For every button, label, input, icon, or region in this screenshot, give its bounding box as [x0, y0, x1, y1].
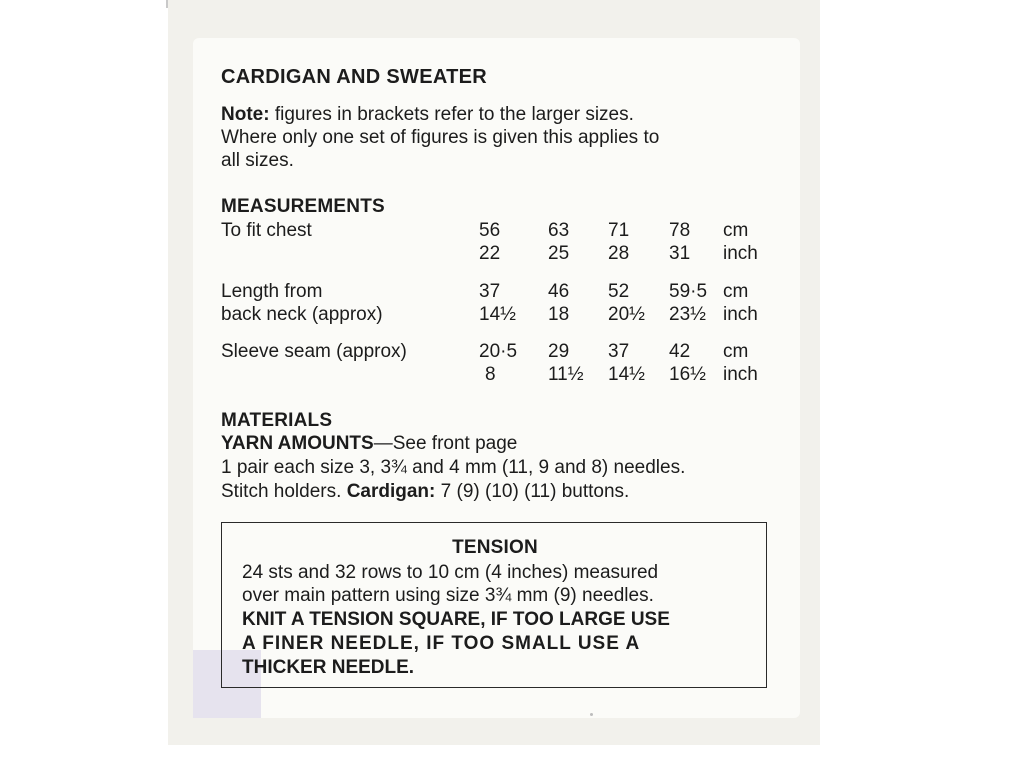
- page-title: CARDIGAN AND SWEATER: [221, 66, 487, 88]
- buttons-text: 7 (9) (10) (11) buttons.: [440, 481, 630, 502]
- chest-inch-size-2: 25: [548, 243, 570, 264]
- length-cm-size-4: 59·5: [669, 281, 708, 302]
- tension-warning-2: A FINER NEEDLE, IF TOO SMALL USE A: [242, 633, 641, 654]
- scan-edge-mark: [166, 0, 168, 8]
- note-line-1: [221, 104, 634, 126]
- sleeve-inch-size-4: 16½: [669, 364, 706, 385]
- length-unit-inch: inch: [723, 304, 758, 325]
- sleeve-cm-size-2: 29: [548, 341, 570, 362]
- chest-unit-inch: inch: [723, 243, 758, 264]
- chest-cm-size-2: 63: [548, 220, 570, 241]
- holders-line: [221, 481, 629, 503]
- chest-inch-size-3: 28: [608, 243, 630, 264]
- sleeve-unit-cm: cm: [723, 341, 749, 362]
- needles-line: 1 pair each size 3, 3¾ and 4 mm (11, 9 and 8) needles.: [221, 457, 686, 478]
- cardigan-label: Cardigan:: [346, 481, 436, 502]
- sleeve-cm-size-4: 42: [669, 341, 691, 362]
- sleeve-inch-size-1: 8: [485, 364, 496, 385]
- sleeve-inch-size-3: 14½: [608, 364, 645, 385]
- note-label: Note:: [221, 104, 270, 125]
- yarn-amounts-line: [221, 433, 517, 455]
- tension-warning-3: THICKER NEEDLE.: [242, 657, 415, 678]
- yarn-amounts-label: YARN AMOUNTS: [221, 433, 374, 454]
- materials-heading: MATERIALS: [221, 410, 333, 431]
- chest-cm-size-3: 71: [608, 220, 630, 241]
- chest-inch-size-4: 31: [669, 243, 691, 264]
- chest-unit-cm: cm: [723, 220, 749, 241]
- tension-box: [221, 522, 767, 688]
- paper-speck: [590, 713, 593, 716]
- measurements-heading: MEASUREMENTS: [221, 196, 385, 217]
- row-label-length-1: Length from: [221, 281, 323, 302]
- length-cm-size-3: 52: [608, 281, 630, 302]
- length-inch-size-1: 14½: [479, 304, 516, 325]
- row-label-chest: To fit chest: [221, 220, 312, 241]
- chest-inch-size-1: 22: [479, 243, 501, 264]
- length-inch-size-2: 18: [548, 304, 570, 325]
- tension-line-1: 24 sts and 32 rows to 10 cm (4 inches) measured: [242, 562, 659, 583]
- length-unit-cm: cm: [723, 281, 749, 302]
- tension-warning-1: KNIT A TENSION SQUARE, IF TOO LARGE USE: [242, 609, 670, 630]
- sleeve-inch-size-2: 11½: [548, 364, 584, 385]
- length-cm-size-1: 37: [479, 281, 501, 302]
- note-line-1-text: figures in brackets refer to the larger sizes.: [274, 104, 634, 125]
- chest-cm-size-4: 78: [669, 220, 691, 241]
- length-cm-size-2: 46: [548, 281, 570, 302]
- sleeve-cm-size-1: 20·5: [479, 341, 518, 362]
- tension-line-2: over main pattern using size 3¾ mm (9) needles.: [242, 585, 654, 606]
- stitch-holders-text: Stitch holders.: [221, 481, 342, 502]
- chest-cm-size-1: 56: [479, 220, 501, 241]
- length-inch-size-4: 23½: [669, 304, 706, 325]
- sleeve-unit-inch: inch: [723, 364, 758, 385]
- length-inch-size-3: 20½: [608, 304, 645, 325]
- row-label-length-2: back neck (approx): [221, 304, 383, 325]
- sleeve-cm-size-3: 37: [608, 341, 630, 362]
- tension-heading: TENSION: [452, 537, 538, 558]
- note-line-2: Where only one set of figures is given this applies to: [221, 127, 660, 148]
- note-line-3: all sizes.: [221, 150, 294, 171]
- row-label-sleeve: Sleeve seam (approx): [221, 341, 407, 362]
- yarn-amounts-text: —See front page: [373, 433, 518, 454]
